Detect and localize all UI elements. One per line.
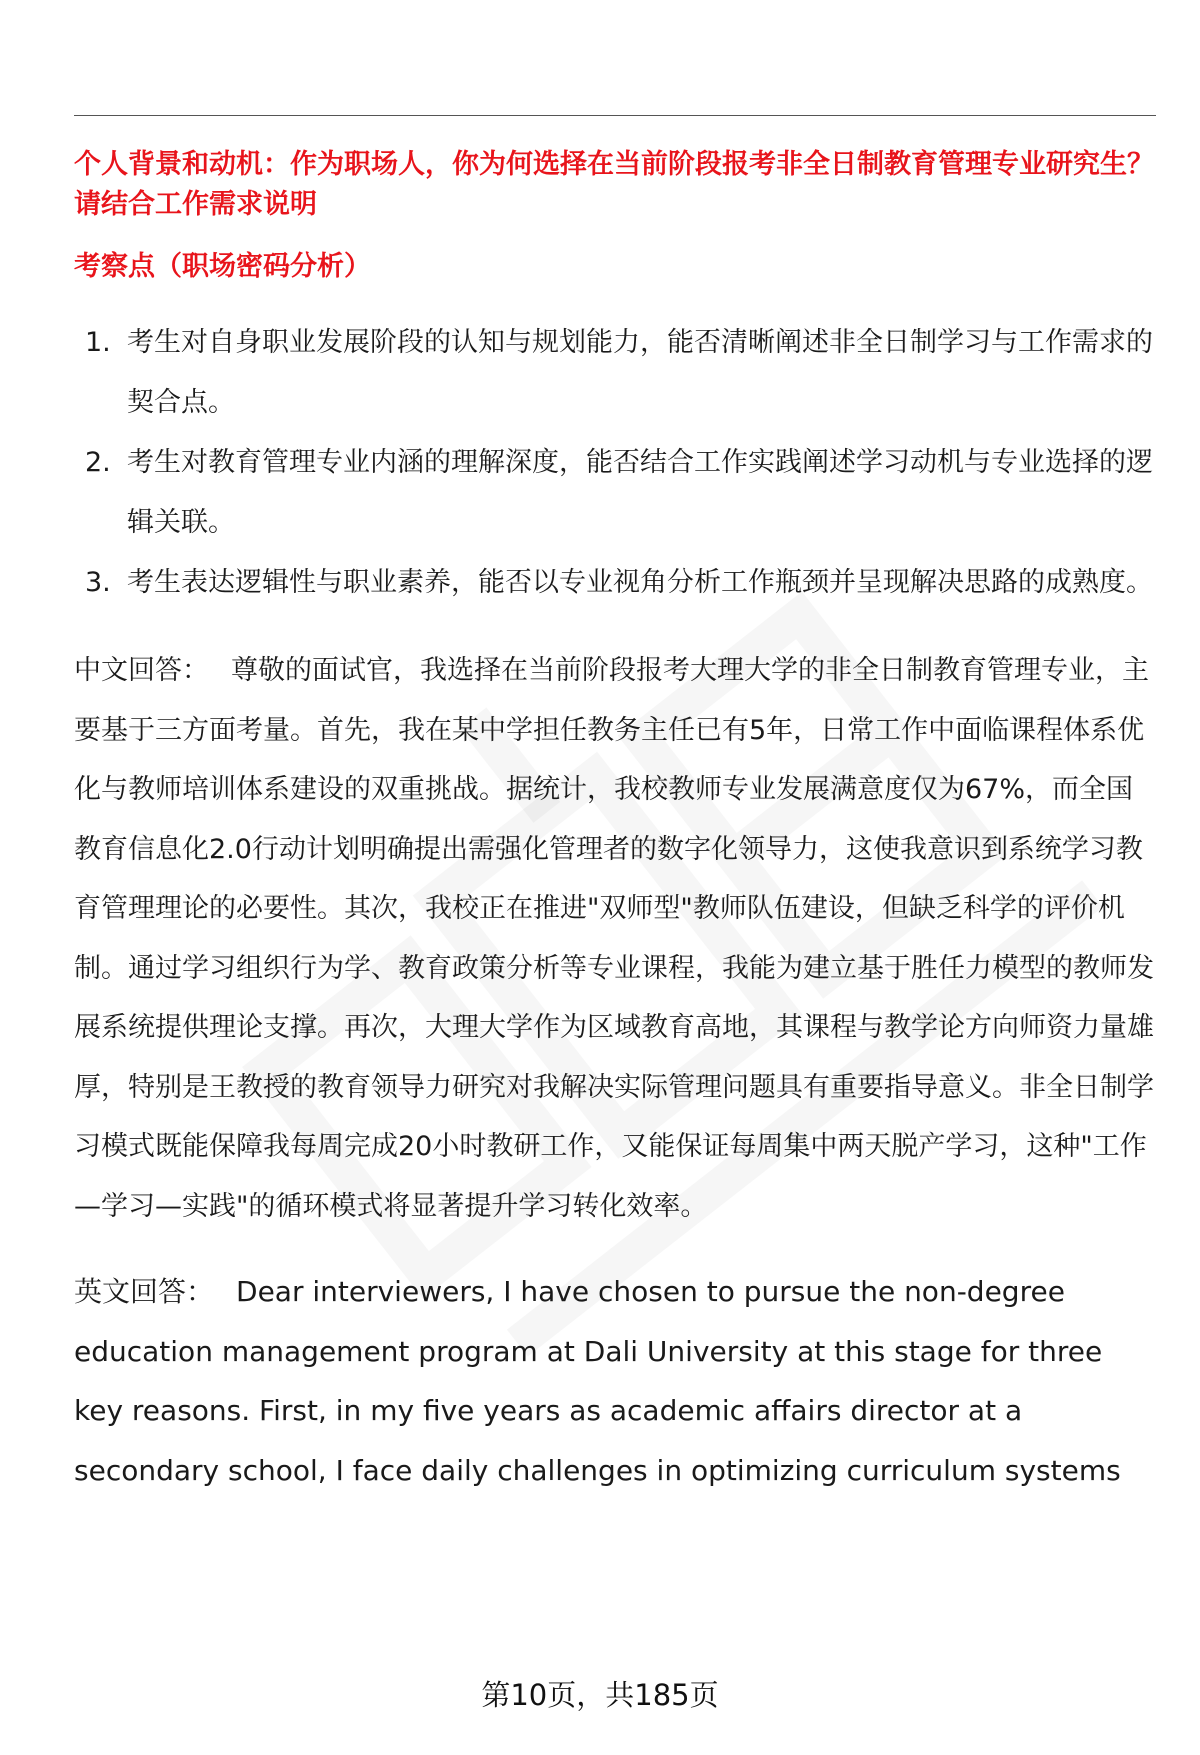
list-item bbox=[74, 553, 1156, 613]
english-answer-paragraph bbox=[74, 1262, 1156, 1500]
list-item-number: 3. bbox=[85, 567, 111, 598]
list-item-number: 2. bbox=[85, 447, 111, 478]
chinese-answer-text: 尊敬的面试官，我选择在当前阶段报考大理大学的非全日制教育管理专业，主要基于三方面考量。首先，我在某中学担任教务主任已有5年，日常工作中面临课程体系优化与教师培训体系建设的双重挑战。据统计，我校教师专业发展满意度仅为67%，而全国教育信息化2.0行动计划明确提出需强化管理者的数字化领导力，这使我意识到系统学习教育管理理论的必要性。其次，我校正在推进"双师型"教师队伍建设，但缺乏科学的评价机制。通过学习组织行为学、教育政策分析等专业课程，我能为建立基于胜任力模型的教师发展系统提供理论支撑。再次，大理大学作为区域教育高地，其课程与教学论方向师资力量雄厚，特别是王教授的教育领导力研究对我解决实际管理问题具有重要指导意义。非全日制学习模式既能保障我每周完成20小时教研工作，又能保证每周集中两天脱产学习，这种"工作—学习—实践"的循环模式将显著提升学习转化效率。 bbox=[74, 655, 1154, 1222]
chinese-answer-label: 中文回答： bbox=[74, 655, 209, 686]
document-body bbox=[74, 145, 1156, 1500]
list-item-text: 考生表达逻辑性与职业素养，能否以专业视角分析工作瓶颈并呈现解决思路的成熟度。 bbox=[127, 567, 1153, 598]
list-item-text: 考生对自身职业发展阶段的认知与规划能力，能否清晰阐述非全日制学习与工作需求的契合点。 bbox=[127, 327, 1153, 418]
section-heading: 考察点（职场密码分析） bbox=[74, 251, 371, 282]
chinese-answer-paragraph bbox=[74, 641, 1156, 1236]
english-answer-label: 英文回答： bbox=[74, 1275, 215, 1308]
assessment-points-list bbox=[74, 313, 1156, 613]
list-item bbox=[74, 313, 1156, 433]
list-item-text: 考生对教育管理专业内涵的理解深度，能否结合工作实践阐述学习动机与专业选择的逻辑关联。 bbox=[127, 447, 1153, 538]
list-item bbox=[74, 433, 1156, 553]
page-indicator: 第10页，共185页 bbox=[481, 1678, 719, 1712]
english-answer-text: Dear interviewers, I have chosen to pursue the non-degree education management program at Dali University at this stage for three key reasons. First, in my five years as academic affairs director at a secondary school, I face daily challenges in optimizing curriculum systems bbox=[74, 1275, 1121, 1487]
question-title: 个人背景和动机：作为职场人，你为何选择在当前阶段报考非全日制教育管理专业研究生？请结合工作需求说明 bbox=[74, 149, 1154, 220]
list-item-number: 1. bbox=[85, 327, 111, 358]
header-rule bbox=[74, 115, 1156, 116]
